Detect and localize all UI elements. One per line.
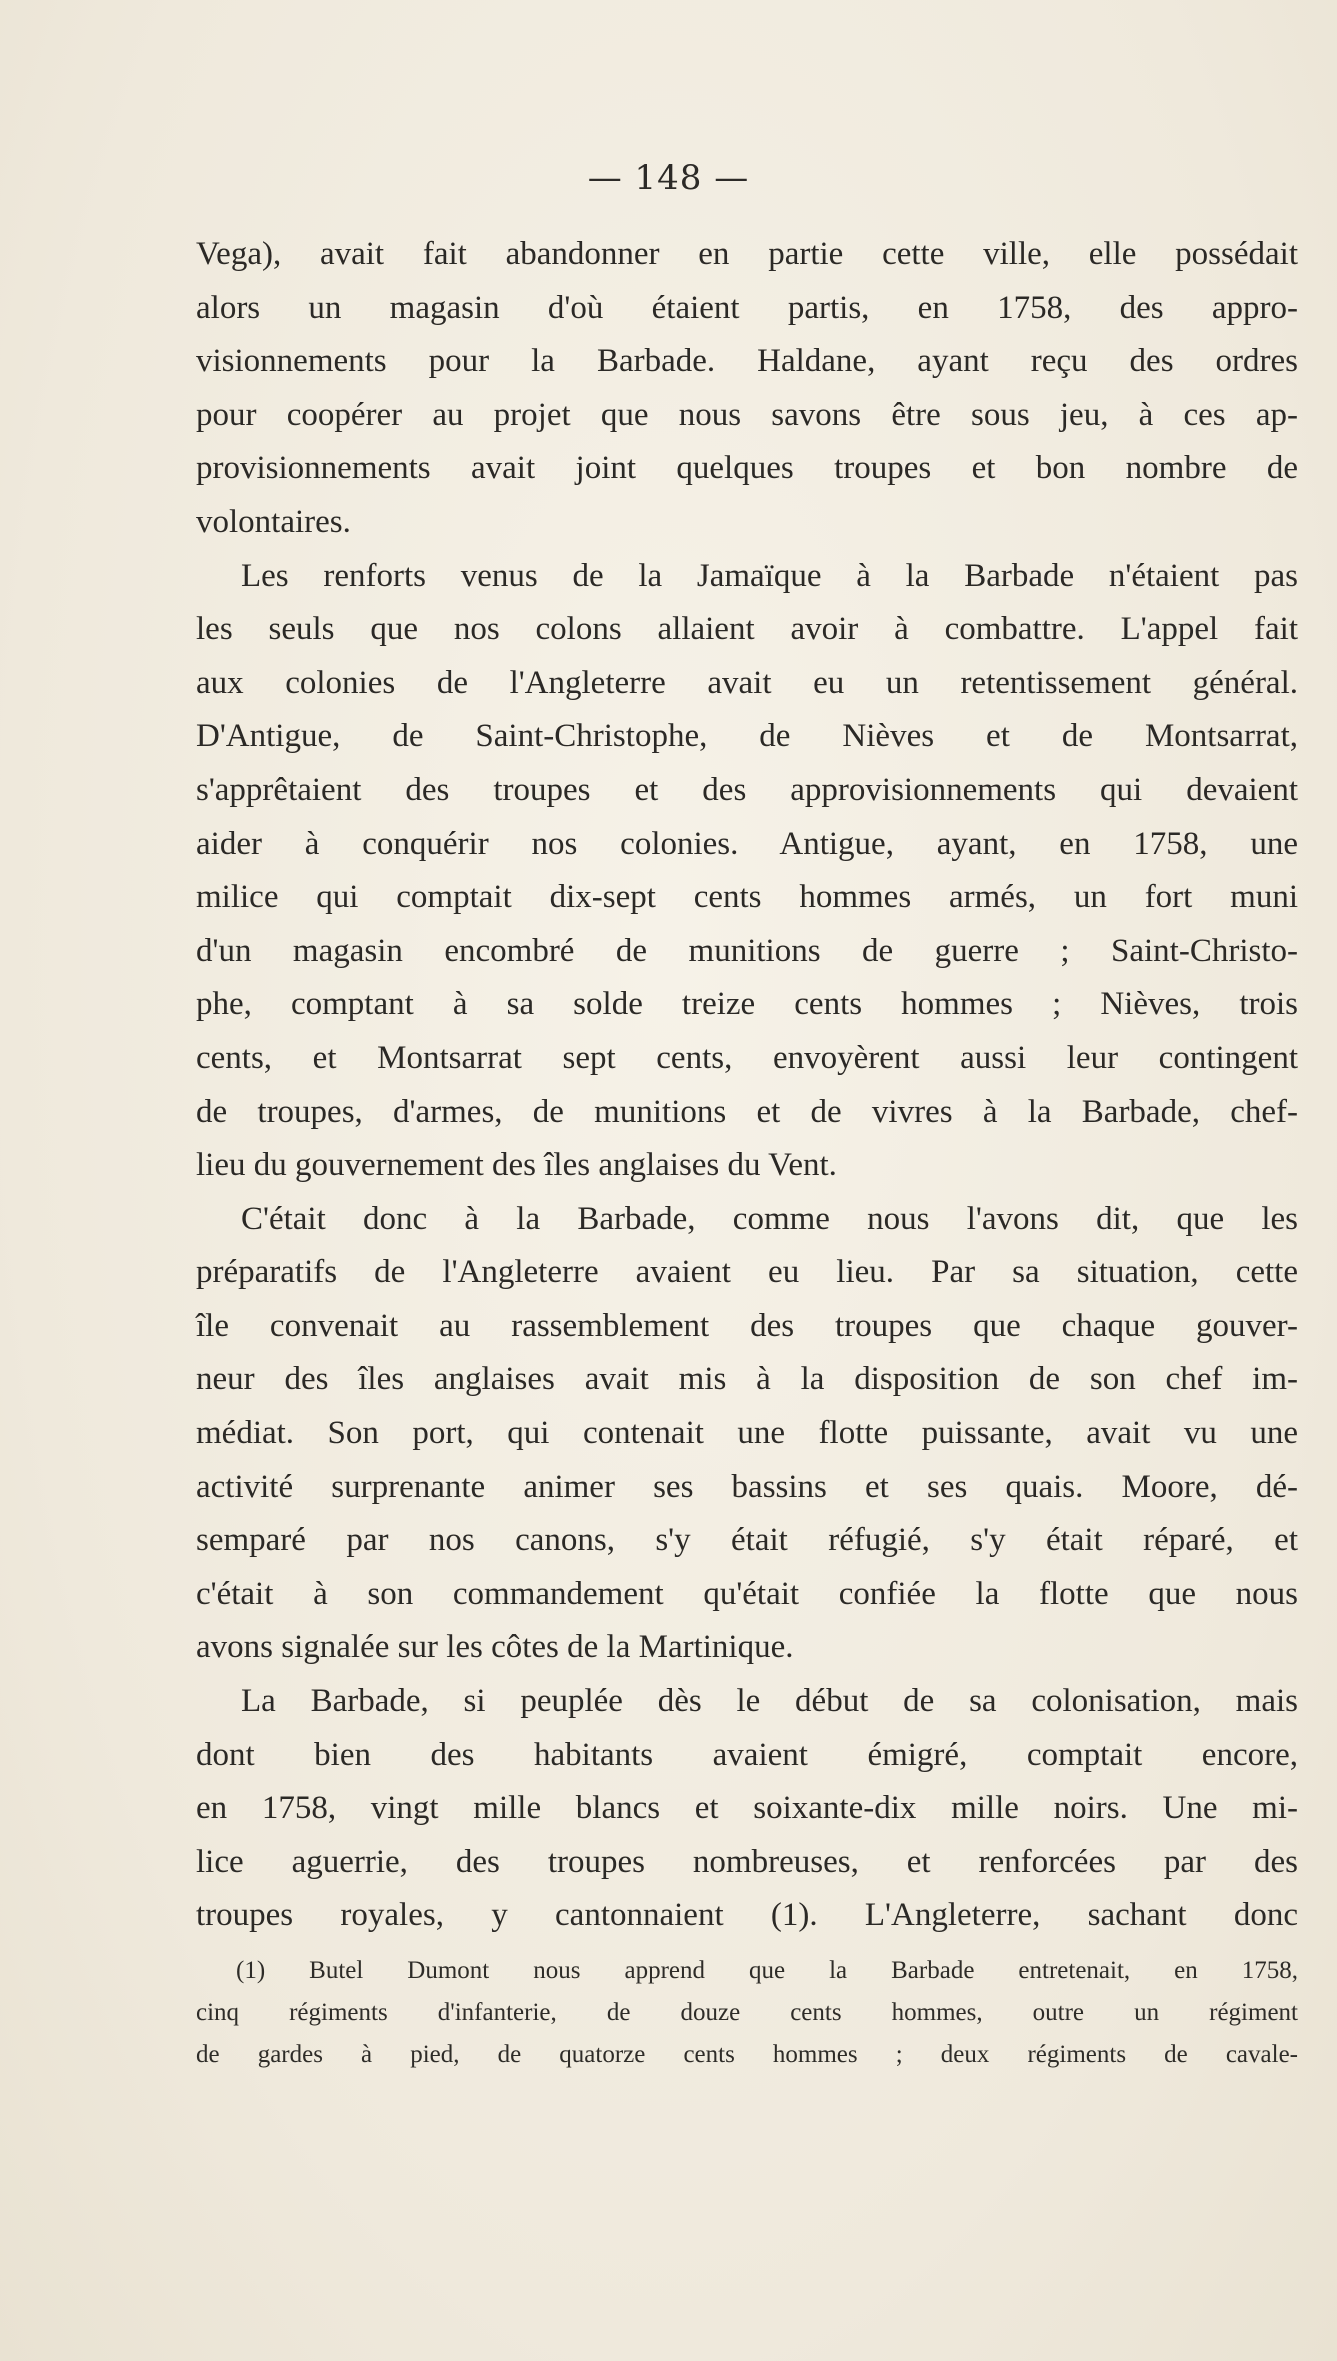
- body-text-line: milice qui comptait dix-sept cents hommes armés, un fort muni: [196, 879, 1298, 916]
- body-text-line: avons signalée sur les côtes de la Martinique.: [196, 1629, 794, 1666]
- body-text-line: phe, comptant à sa solde treize cents hommes ; Nièves, trois: [196, 986, 1298, 1023]
- body-text-line: lieu du gouvernement des îles anglaises du Vent.: [196, 1147, 837, 1184]
- body-text-line: D'Antigue, de Saint-Christophe, de Nièves et de Montsarrat,: [196, 718, 1298, 755]
- body-text-line: d'un magasin encombré de munitions de guerre ; Saint-Christo-: [196, 932, 1298, 969]
- page-number: — 148 —: [587, 158, 750, 198]
- body-text-line: aux colonies de l'Angleterre avait eu un retentissement général.: [196, 664, 1298, 701]
- main-text: [196, 228, 1298, 1943]
- body-text-line: La Barbade, si peuplée dès le début de sa colonisation, mais: [241, 1683, 1298, 1720]
- body-text-line: préparatifs de l'Angleterre avaient eu lieu. Par sa situation, cette: [196, 1254, 1298, 1291]
- body-text-line: semparé par nos canons, s'y était réfugié, s'y était réparé, et: [196, 1522, 1298, 1559]
- body-text-line: C'était donc à la Barbade, comme nous l'avons dit, que les: [241, 1200, 1298, 1237]
- body-text-line: neur des îles anglaises avait mis à la disposition de son chef im-: [196, 1361, 1298, 1398]
- body-text-line: en 1758, vingt mille blancs et soixante-dix mille noirs. Une mi-: [196, 1790, 1298, 1827]
- body-text-line: pour coopérer au projet que nous savons être sous jeu, à ces ap-: [196, 396, 1298, 433]
- body-text-line: cents, et Montsarrat sept cents, envoyèrent aussi leur contingent: [196, 1039, 1298, 1076]
- body-text-line: Vega), avait fait abandonner en partie cette ville, elle possédait: [196, 236, 1298, 272]
- footnote-text-line: cinq régiments d'infanterie, de douze cents hommes, outre un régiment: [196, 1999, 1298, 2026]
- body-text-line: visionnements pour la Barbade. Haldane, ayant reçu des ordres: [196, 343, 1298, 380]
- body-text-line: s'apprêtaient des troupes et des approvisionnements qui devaient: [196, 771, 1298, 808]
- footnote: [196, 1950, 1298, 2076]
- body-text-line: c'était à son commandement qu'était confiée la flotte que nous: [196, 1575, 1298, 1612]
- body-text-line: médiat. Son port, qui contenait une flotte puissante, avait vu une: [196, 1415, 1298, 1452]
- footnote-text-line: (1) Butel Dumont nous apprend que la Barbade entretenait, en 1758,: [236, 1957, 1298, 1984]
- body-text-line: troupes royales, y cantonnaient (1). L'Angleterre, sachant donc: [196, 1897, 1298, 1934]
- body-text-line: provisionnements avait joint quelques troupes et bon nombre de: [196, 450, 1298, 487]
- footnote-text-line: de gardes à pied, de quatorze cents hommes ; deux régiments de cavale-: [196, 2041, 1298, 2068]
- body-text-line: activité surprenante animer ses bassins et ses quais. Moore, dé-: [196, 1468, 1298, 1505]
- body-text-line: dont bien des habitants avaient émigré, comptait encore,: [196, 1736, 1298, 1773]
- body-text-line: alors un magasin d'où étaient partis, en 1758, des appro-: [196, 289, 1298, 326]
- body-text-line: de troupes, d'armes, de munitions et de vivres à la Barbade, chef-: [196, 1093, 1298, 1130]
- body-text-line: Les renforts venus de la Jamaïque à la Barbade n'étaient pas: [241, 557, 1298, 594]
- body-text-line: les seuls que nos colons allaient avoir à combattre. L'appel fait: [196, 611, 1298, 648]
- body-text-line: volontaires.: [196, 503, 351, 540]
- body-text-line: île convenait au rassemblement des troupes que chaque gouver-: [196, 1307, 1298, 1344]
- body-text-line: lice aguerrie, des troupes nombreuses, et renforcées par des: [196, 1843, 1298, 1880]
- body-text-line: aider à conquérir nos colonies. Antigue, ayant, en 1758, une: [196, 825, 1298, 862]
